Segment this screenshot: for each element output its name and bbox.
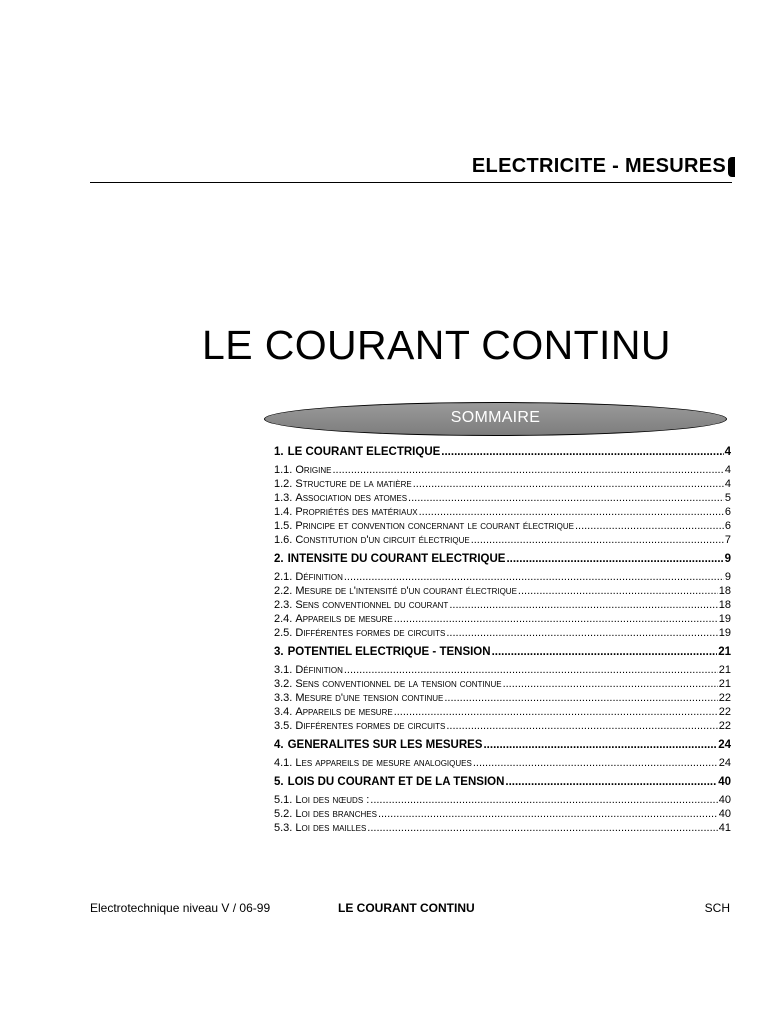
toc-page-number: 6 xyxy=(724,506,731,518)
toc-entry xyxy=(274,808,731,822)
toc-number: 2.1. xyxy=(274,571,293,583)
toc-entry xyxy=(274,664,731,678)
toc-leader-dots xyxy=(483,739,717,751)
toc-section-heading xyxy=(274,553,731,571)
toc-section-heading xyxy=(274,646,731,664)
header-tab-mark xyxy=(728,157,735,177)
toc-page-number: 4 xyxy=(724,464,731,476)
toc-entry xyxy=(274,585,731,599)
toc-number: 2.5. xyxy=(274,627,293,639)
toc-entry xyxy=(274,794,731,808)
toc-entry xyxy=(274,613,731,627)
toc-page-number: 9 xyxy=(724,553,731,565)
footer-author: SCH xyxy=(704,901,730,915)
toc-number: 5.1. xyxy=(274,794,293,806)
toc-leader-dots xyxy=(394,706,718,718)
toc-page-number: 5 xyxy=(724,492,731,504)
toc-number: 1.3. xyxy=(274,492,293,504)
toc-label: Principe et convention concernant le courant électrique xyxy=(295,520,574,532)
toc-number: 1.5. xyxy=(274,520,293,532)
toc-leader-dots xyxy=(446,627,717,639)
toc-label: Loi des nœuds : xyxy=(295,794,370,806)
toc-number: 2.4. xyxy=(274,613,293,625)
toc-label: Mesure de l'intensité d'un courant électrique xyxy=(295,585,517,597)
toc-number: 1.6. xyxy=(274,534,293,546)
header-divider xyxy=(90,182,732,183)
toc-leader-dots xyxy=(344,664,718,676)
toc-page-number: 21 xyxy=(718,664,731,676)
toc-label: Différentes formes de circuits xyxy=(295,720,446,732)
toc-entry xyxy=(274,692,731,706)
toc-leader-dots xyxy=(408,492,724,504)
toc-page-number: 22 xyxy=(718,692,731,704)
toc-page-number: 4 xyxy=(724,446,731,458)
toc-number: 2.2. xyxy=(274,585,293,597)
toc-entry xyxy=(274,520,731,534)
toc-number: 3.4. xyxy=(274,706,293,718)
toc-label: Définition xyxy=(295,571,343,583)
toc-page-number: 24 xyxy=(718,757,731,769)
toc-leader-dots xyxy=(449,599,717,611)
toc-page-number: 21 xyxy=(718,678,731,690)
toc-page-number: 19 xyxy=(718,613,731,625)
toc-leader-dots xyxy=(518,585,718,597)
toc-entry xyxy=(274,464,731,478)
toc-leader-dots xyxy=(413,478,724,490)
toc-number: 2.3. xyxy=(274,599,293,611)
toc-page-number: 40 xyxy=(718,808,731,820)
toc-leader-dots xyxy=(471,534,724,546)
toc-number: 5.2. xyxy=(274,808,293,820)
toc-entry xyxy=(274,757,731,771)
toc-label: Propriétés des matériaux xyxy=(295,506,418,518)
toc-page-number: 40 xyxy=(718,776,731,788)
toc-leader-dots xyxy=(394,613,718,625)
toc-entry xyxy=(274,599,731,613)
document-header-title: ELECTRICITE - MESURES xyxy=(471,155,726,177)
table-of-contents xyxy=(274,446,731,836)
toc-number: 3.3. xyxy=(274,692,293,704)
toc-entry xyxy=(274,678,731,692)
toc-number: 5.3. xyxy=(274,822,293,834)
toc-leader-dots xyxy=(378,808,718,820)
toc-page-number: 41 xyxy=(718,822,731,834)
sommaire-label: SOMMAIRE xyxy=(450,409,541,426)
toc-number: 2. xyxy=(274,553,284,565)
footer-course-info: Electrotechnique niveau V / 06-99 xyxy=(90,901,271,915)
toc-label: Constitution d'un circuit électrique xyxy=(295,534,470,546)
toc-label: Origine xyxy=(295,464,332,476)
toc-entry xyxy=(274,534,731,548)
toc-entry xyxy=(274,492,731,506)
toc-section-heading xyxy=(274,446,731,464)
toc-page-number: 18 xyxy=(718,599,731,611)
toc-number: 3.2. xyxy=(274,678,293,690)
toc-label: Définition xyxy=(295,664,343,676)
toc-page-number: 4 xyxy=(724,478,731,490)
toc-leader-dots xyxy=(419,506,724,518)
toc-entry xyxy=(274,822,731,836)
toc-number: 3.5. xyxy=(274,720,293,732)
toc-entry xyxy=(274,506,731,520)
toc-number: 5. xyxy=(274,776,284,788)
toc-label: Appareils de mesure xyxy=(295,706,393,718)
toc-label: LE COURANT ELECTRIQUE xyxy=(287,446,441,458)
toc-label: INTENSITE DU COURANT ELECTRIQUE xyxy=(287,553,506,565)
toc-label: Loi des mailles xyxy=(295,822,367,834)
toc-page-number: 22 xyxy=(718,706,731,718)
toc-leader-dots xyxy=(441,446,723,458)
toc-leader-dots xyxy=(492,646,718,658)
toc-label: Mesure d'une tension continue xyxy=(295,692,444,704)
toc-number: 3.1. xyxy=(274,664,293,676)
toc-number: 1.2. xyxy=(274,478,293,490)
toc-label: GENERALITES SUR LES MESURES xyxy=(287,739,483,751)
toc-leader-dots xyxy=(344,571,724,583)
sommaire-banner xyxy=(264,402,727,436)
toc-page-number: 7 xyxy=(724,534,731,546)
toc-page-number: 24 xyxy=(718,739,731,751)
toc-leader-dots xyxy=(332,464,723,476)
toc-entry xyxy=(274,720,731,734)
toc-number: 1.1. xyxy=(274,464,293,476)
toc-label: Association des atomes xyxy=(295,492,408,504)
toc-number: 1.4. xyxy=(274,506,293,518)
toc-leader-dots xyxy=(503,678,718,690)
toc-number: 3. xyxy=(274,646,284,658)
footer-document-title: LE COURANT CONTINU xyxy=(338,901,475,915)
page-title: LE COURANT CONTINU xyxy=(202,322,671,368)
toc-leader-dots xyxy=(575,520,724,532)
toc-entry xyxy=(274,478,731,492)
toc-page-number: 40 xyxy=(718,794,731,806)
toc-leader-dots xyxy=(446,720,717,732)
toc-leader-dots xyxy=(473,757,718,769)
toc-page-number: 22 xyxy=(718,720,731,732)
toc-label: Loi des branches xyxy=(295,808,377,820)
toc-label: Les appareils de mesure analogiques xyxy=(295,757,472,769)
toc-page-number: 9 xyxy=(724,571,731,583)
toc-label: Appareils de mesure xyxy=(295,613,393,625)
toc-page-number: 18 xyxy=(718,585,731,597)
toc-label: Sens conventionnel de la tension continue xyxy=(295,678,502,690)
toc-section-heading xyxy=(274,739,731,757)
toc-number: 4.1. xyxy=(274,757,293,769)
toc-label: Structure de la matière xyxy=(295,478,412,490)
toc-label: LOIS DU COURANT ET DE LA TENSION xyxy=(287,776,505,788)
toc-page-number: 19 xyxy=(718,627,731,639)
toc-number: 1. xyxy=(274,446,284,458)
toc-leader-dots xyxy=(506,553,723,565)
toc-label: Sens conventionnel du courant xyxy=(295,599,449,611)
toc-page-number: 6 xyxy=(724,520,731,532)
toc-leader-dots xyxy=(444,692,717,704)
toc-number: 4. xyxy=(274,739,284,751)
toc-label: Différentes formes de circuits xyxy=(295,627,446,639)
toc-entry xyxy=(274,627,731,641)
toc-leader-dots xyxy=(505,776,717,788)
toc-entry xyxy=(274,571,731,585)
toc-page-number: 21 xyxy=(718,646,731,658)
toc-leader-dots xyxy=(367,822,717,834)
toc-label: POTENTIEL ELECTRIQUE - TENSION xyxy=(287,646,491,658)
toc-section-heading xyxy=(274,776,731,794)
toc-leader-dots xyxy=(370,794,717,806)
toc-entry xyxy=(274,706,731,720)
